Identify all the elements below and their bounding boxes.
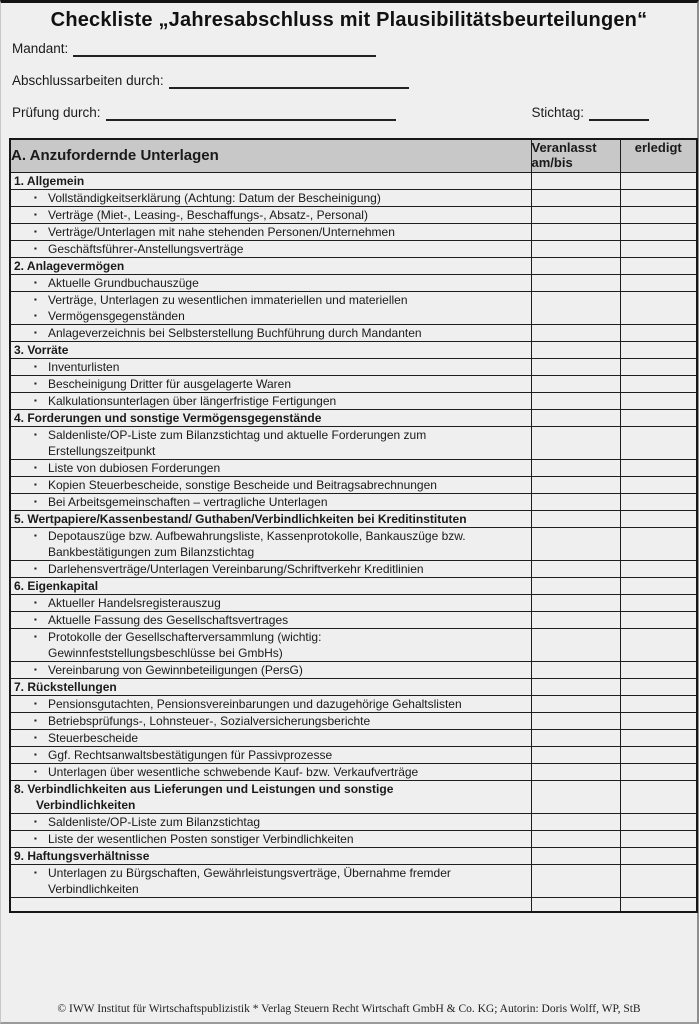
- item-text-cell: [10, 291, 531, 324]
- bullet-icon: ▪: [34, 395, 37, 405]
- erledigt-cell: [620, 560, 697, 577]
- veranlasst-cell: [531, 358, 620, 375]
- section-title-cell: [10, 257, 531, 274]
- item-text: Kalkulationsunterlagen über längerfristige Fertigungen: [48, 393, 337, 408]
- item-line: [11, 393, 531, 409]
- item-text-cell: [10, 763, 531, 780]
- item-line: [11, 477, 531, 493]
- item-text: Liste der wesentlichen Posten sonstiger Verbindlichkeiten: [48, 831, 354, 846]
- item-text-cell: [10, 897, 531, 912]
- veranlasst-cell: [531, 628, 620, 661]
- item-text-cell: [10, 527, 531, 560]
- item-line: [11, 241, 531, 257]
- section-header-row: [10, 341, 697, 358]
- checklist-item-row: [10, 493, 697, 510]
- item-text-cell: [10, 661, 531, 678]
- erledigt-cell: [620, 476, 697, 493]
- section-header-row: [10, 257, 697, 274]
- bullet-icon: ▪: [34, 378, 37, 388]
- erledigt-cell: [620, 527, 697, 560]
- item-line: [11, 460, 531, 476]
- erledigt-cell: [620, 847, 697, 864]
- veranlasst-label-line1: Veranlasst: [531, 140, 597, 155]
- bullet-icon: ▪: [34, 310, 37, 320]
- checklist-item-row: [10, 358, 697, 375]
- veranlasst-cell: [531, 476, 620, 493]
- copyright-footer: © IWW Institut für Wirtschaftspublizistik * Verlag Steuern Recht Wirtschaft GmbH & Co. KG; Autorin: Doris Wolff, WP, StB: [57, 1003, 641, 1015]
- veranlasst-cell: [531, 426, 620, 459]
- item-text: Verbindlichkeiten: [48, 881, 139, 896]
- item-text: Vollständigkeitserklärung (Achtung: Datum der Bescheinigung): [48, 190, 381, 205]
- erledigt-cell: [620, 172, 697, 189]
- section-header-row: [10, 847, 697, 864]
- erledigt-cell: [620, 611, 697, 628]
- stichtag-blank-line: [589, 104, 649, 121]
- checklist-item-row: [10, 594, 697, 611]
- bullet-icon: ▪: [34, 294, 37, 304]
- bullet-icon: ▪: [34, 614, 37, 624]
- section-title-cell: [10, 172, 531, 189]
- veranlasst-cell: [531, 257, 620, 274]
- veranlasst-cell: [531, 847, 620, 864]
- erledigt-cell: [620, 813, 697, 830]
- section-header-row: [10, 510, 697, 527]
- veranlasst-cell: [531, 695, 620, 712]
- empty-row: [10, 897, 697, 912]
- item-text: Vereinbarung von Gewinnbeteiligungen (PersG): [48, 662, 303, 677]
- item-text: Bankbestätigungen zum Bilanzstichtag: [48, 544, 255, 559]
- item-line: [11, 747, 531, 763]
- bullet-icon: ▪: [34, 732, 37, 742]
- checklist-item-row: [10, 560, 697, 577]
- checklist-item-row: [10, 712, 697, 729]
- item-text: Bei Arbeitsgemeinschaften – vertragliche Unterlagen: [48, 494, 328, 509]
- bullet-icon: ▪: [34, 766, 37, 776]
- mandant-label: Mandant:: [12, 41, 69, 56]
- checklist-item-row: [10, 324, 697, 341]
- erledigt-cell: [620, 830, 697, 847]
- veranlasst-cell: [531, 780, 620, 813]
- bullet-icon: ▪: [34, 698, 37, 708]
- item-line: [11, 662, 531, 678]
- bullet-icon: ▪: [34, 749, 37, 759]
- item-line: [11, 190, 531, 206]
- item-text: Aktueller Handelsregisterauszug: [48, 595, 221, 610]
- pruefung-blank-line: [106, 104, 396, 121]
- section-title: 2. Anlagevermögen: [14, 258, 125, 273]
- item-line: [11, 881, 531, 897]
- bullet-icon: ▪: [34, 277, 37, 287]
- checklist-item-row: [10, 695, 697, 712]
- bullet-icon: ▪: [34, 479, 37, 489]
- veranlasst-cell: [531, 493, 620, 510]
- veranlasst-cell: [531, 527, 620, 560]
- veranlasst-cell: [531, 459, 620, 476]
- item-text: Gewinnfeststellungsbeschlüsse bei GmbHs): [48, 645, 283, 660]
- veranlasst-cell: [531, 897, 620, 912]
- item-text: Pensionsgutachten, Pensionsvereinbarungen und dazugehörige Gehaltslisten: [48, 696, 462, 711]
- form-row-pruefung-stichtag: [12, 103, 690, 121]
- erledigt-cell: [620, 240, 697, 257]
- form-row-abschlussarbeiten: [12, 71, 409, 89]
- veranlasst-cell: [531, 712, 620, 729]
- item-text: Erstellungszeitpunkt: [48, 443, 156, 458]
- item-text: Betriebsprüfungs-, Lohnsteuer-, Sozialversicherungsberichte: [48, 713, 371, 728]
- checklist-item-row: [10, 763, 697, 780]
- item-line: [11, 308, 531, 324]
- item-text: Saldenliste/OP-Liste zum Bilanzstichtag: [48, 814, 261, 829]
- abschlussarbeiten-label: Abschlussarbeiten durch:: [12, 73, 164, 88]
- item-line: [11, 494, 531, 510]
- veranlasst-cell: [531, 813, 620, 830]
- section-title: 6. Eigenkapital: [14, 578, 99, 593]
- item-line: [11, 561, 531, 577]
- bullet-icon: ▪: [34, 226, 37, 236]
- item-text: Kopien Steuerbescheide, sonstige Bescheide und Beitragsabrechnungen: [48, 477, 437, 492]
- item-text-cell: [10, 746, 531, 763]
- erledigt-cell: [620, 780, 697, 813]
- item-text-cell: [10, 223, 531, 240]
- item-text: Unterlagen über wesentliche schwebende Kauf- bzw. Verkaufverträge: [48, 764, 419, 779]
- item-text: Depotauszüge bzw. Aufbewahrungsliste, Kassenprotokolle, Bankauszüge bzw.: [48, 528, 466, 543]
- bullet-icon: ▪: [34, 361, 37, 371]
- item-text-cell: [10, 864, 531, 897]
- item-line: [11, 275, 531, 291]
- item-text-cell: [10, 476, 531, 493]
- item-text: Steuerbescheide: [48, 730, 139, 745]
- bullet-icon: ▪: [34, 664, 37, 674]
- section-title: 7. Rückstellungen: [14, 679, 117, 694]
- checklist-item-row: [10, 729, 697, 746]
- item-text-cell: [10, 729, 531, 746]
- section-title-cell: [10, 510, 531, 527]
- item-text-cell: [10, 375, 531, 392]
- item-text: Geschäftsführer-Anstellungsverträge: [48, 241, 244, 256]
- section-title: Verbindlichkeiten: [36, 797, 136, 812]
- erledigt-cell: [620, 324, 697, 341]
- item-text-cell: [10, 712, 531, 729]
- veranlasst-cell: [531, 240, 620, 257]
- section-title-cell: [10, 341, 531, 358]
- item-text-cell: [10, 459, 531, 476]
- item-text: Aktuelle Fassung des Gesellschaftsvertrages: [48, 612, 289, 627]
- item-text-cell: [10, 813, 531, 830]
- veranlasst-cell: [531, 341, 620, 358]
- checklist-item-row: [10, 746, 697, 763]
- section-title-cell: [10, 409, 531, 426]
- erledigt-cell: [620, 577, 697, 594]
- erledigt-cell: [620, 274, 697, 291]
- item-line: [11, 713, 531, 729]
- item-text: Unterlagen zu Bürgschaften, Gewährleistungsverträge, Übernahme fremder: [48, 865, 451, 880]
- bullet-icon: ▪: [34, 243, 37, 253]
- item-line: [11, 207, 531, 223]
- section-title: 9. Haftungsverhältnisse: [14, 848, 150, 863]
- checklist-item-row: [10, 392, 697, 409]
- erledigt-cell: [620, 746, 697, 763]
- item-text: Vermögensgegenständen: [48, 308, 185, 323]
- veranlasst-cell: [531, 746, 620, 763]
- item-line: [11, 696, 531, 712]
- item-line: [11, 730, 531, 746]
- veranlasst-cell: [531, 223, 620, 240]
- erledigt-cell: [620, 678, 697, 695]
- erledigt-cell: [620, 409, 697, 426]
- table-header-main: A. Anzufordernde Unterlagen: [10, 139, 531, 172]
- checklist-item-row: [10, 661, 697, 678]
- item-text: Verträge (Miet-, Leasing-, Beschaffungs-, Absatz-, Personal): [48, 207, 368, 222]
- erledigt-cell: [620, 695, 697, 712]
- checklist-item-row: [10, 223, 697, 240]
- erledigt-cell: [620, 510, 697, 527]
- item-text-cell: [10, 240, 531, 257]
- erledigt-cell: [620, 763, 697, 780]
- item-line: [11, 595, 531, 611]
- item-line: [11, 645, 531, 661]
- bullet-icon: ▪: [34, 530, 37, 540]
- erledigt-cell: [620, 392, 697, 409]
- section-title: 4. Forderungen und sonstige Vermögensgegenstände: [14, 410, 322, 425]
- veranlasst-cell: [531, 830, 620, 847]
- item-line: [11, 528, 531, 544]
- checklist-item-row: [10, 628, 697, 661]
- veranlasst-cell: [531, 375, 620, 392]
- page-title: Checkliste „Jahresabschluss mit Plausibilitätsbeurteilungen“: [50, 9, 648, 31]
- checklist-item-row: [10, 375, 697, 392]
- form-row-mandant: [12, 39, 376, 57]
- veranlasst-cell: [531, 763, 620, 780]
- item-text-cell: [10, 611, 531, 628]
- section-title: 3. Vorräte: [14, 342, 69, 357]
- item-line: [11, 764, 531, 780]
- bullet-icon: ▪: [34, 597, 37, 607]
- erledigt-cell: [620, 257, 697, 274]
- bullet-icon: ▪: [34, 631, 37, 641]
- item-text: Inventurlisten: [48, 359, 120, 374]
- bullet-icon: ▪: [34, 867, 37, 877]
- veranlasst-cell: [531, 594, 620, 611]
- checklist-item-row: [10, 476, 697, 493]
- erledigt-cell: [620, 594, 697, 611]
- item-line: [11, 427, 531, 443]
- section-header-row: [10, 678, 697, 695]
- item-text-cell: [10, 189, 531, 206]
- table-header-veranlasst: [531, 139, 620, 172]
- section-header-row: [10, 780, 697, 813]
- section-title-cell: [10, 847, 531, 864]
- veranlasst-cell: [531, 510, 620, 527]
- item-text-cell: [10, 274, 531, 291]
- erledigt-cell: [620, 897, 697, 912]
- item-text-cell: [10, 560, 531, 577]
- table-header-erledigt: erledigt: [620, 139, 697, 172]
- item-text: Protokolle der Gesellschafterversammlung (wichtig:: [48, 629, 322, 644]
- item-line: [11, 814, 531, 830]
- item-line: [11, 544, 531, 560]
- item-text: Anlageverzeichnis bei Selbsterstellung Buchführung durch Mandanten: [48, 325, 422, 340]
- veranlasst-cell: [531, 577, 620, 594]
- erledigt-cell: [620, 459, 697, 476]
- item-text-cell: [10, 628, 531, 661]
- checklist-item-row: [10, 864, 697, 897]
- checklist-item-row: [10, 830, 697, 847]
- veranlasst-cell: [531, 409, 620, 426]
- veranlasst-cell: [531, 392, 620, 409]
- checklist-item-row: [10, 611, 697, 628]
- item-text: Darlehensverträge/Unterlagen Vereinbarung/Schriftverkehr Kreditlinien: [48, 561, 424, 576]
- erledigt-cell: [620, 341, 697, 358]
- section-title-cell: [10, 577, 531, 594]
- item-text: Ggf. Rechtsanwaltsbestätigungen für Passivprozesse: [48, 747, 333, 762]
- veranlasst-cell: [531, 206, 620, 223]
- bullet-icon: ▪: [34, 816, 37, 826]
- abschlussarbeiten-blank-line: [169, 72, 409, 89]
- item-text-cell: [10, 358, 531, 375]
- bullet-icon: ▪: [34, 209, 37, 219]
- item-text: Bescheinigung Dritter für ausgelagerte Waren: [48, 376, 292, 391]
- section-header-row: [10, 172, 697, 189]
- erledigt-cell: [620, 358, 697, 375]
- erledigt-cell: [620, 189, 697, 206]
- checklist-item-row: [10, 813, 697, 830]
- checklist-item-row: [10, 527, 697, 560]
- veranlasst-cell: [531, 172, 620, 189]
- bullet-icon: ▪: [34, 462, 37, 472]
- checklist-item-row: [10, 459, 697, 476]
- checklist-item-row: [10, 240, 697, 257]
- bullet-icon: ▪: [34, 715, 37, 725]
- item-text: Aktuelle Grundbuchauszüge: [48, 275, 199, 290]
- item-text: Saldenliste/OP-Liste zum Bilanzstichtag und aktuelle Forderungen zum: [48, 427, 427, 442]
- table-header-row: [10, 139, 697, 172]
- item-line: [11, 292, 531, 308]
- erledigt-cell: [620, 223, 697, 240]
- item-text-cell: [10, 830, 531, 847]
- item-line: [11, 443, 531, 459]
- item-text-cell: [10, 493, 531, 510]
- erledigt-cell: [620, 729, 697, 746]
- veranlasst-cell: [531, 611, 620, 628]
- bullet-icon: ▪: [34, 833, 37, 843]
- item-text-cell: [10, 206, 531, 223]
- section-title-cell: [10, 780, 531, 813]
- veranlasst-cell: [531, 678, 620, 695]
- veranlasst-label-line2: am/bis: [531, 155, 573, 170]
- erledigt-cell: [620, 426, 697, 459]
- checklist-item-row: [10, 291, 697, 324]
- item-line: [11, 325, 531, 341]
- section-title-cell: [10, 678, 531, 695]
- section-header-row: [10, 577, 697, 594]
- item-text-cell: [10, 594, 531, 611]
- erledigt-cell: [620, 375, 697, 392]
- erledigt-cell: [620, 864, 697, 897]
- section-title: 1. Allgemein: [14, 173, 85, 188]
- section-title: 5. Wertpapiere/Kassenbestand/ Guthaben/Verbindlichkeiten bei Kreditinstituten: [14, 511, 467, 526]
- item-text-cell: [10, 324, 531, 341]
- section-header-row: [10, 409, 697, 426]
- item-text: Verträge/Unterlagen mit nahe stehenden Personen/Unternehmen: [48, 224, 395, 239]
- bullet-icon: ▪: [34, 327, 37, 337]
- bullet-icon: ▪: [34, 563, 37, 573]
- stichtag-label: Stichtag:: [531, 105, 584, 120]
- item-line: [11, 831, 531, 847]
- bullet-icon: ▪: [34, 496, 37, 506]
- checklist-item-row: [10, 189, 697, 206]
- checklist-item-row: [10, 206, 697, 223]
- item-line: [11, 359, 531, 375]
- bullet-icon: ▪: [34, 429, 37, 439]
- veranlasst-cell: [531, 324, 620, 341]
- veranlasst-cell: [531, 274, 620, 291]
- item-text-cell: [10, 392, 531, 409]
- checklist-item-row: [10, 426, 697, 459]
- section-title: 8. Verbindlichkeiten aus Lieferungen und Leistungen und sonstige: [14, 781, 394, 796]
- checklist-table: [9, 138, 698, 913]
- erledigt-cell: [620, 493, 697, 510]
- item-line: [11, 865, 531, 881]
- veranlasst-cell: [531, 189, 620, 206]
- veranlasst-cell: [531, 291, 620, 324]
- item-line: [11, 376, 531, 392]
- item-text: Liste von dubiosen Forderungen: [48, 460, 221, 475]
- erledigt-cell: [620, 661, 697, 678]
- checklist-item-row: [10, 274, 697, 291]
- erledigt-cell: [620, 628, 697, 661]
- erledigt-cell: [620, 712, 697, 729]
- item-line: [11, 224, 531, 240]
- item-line: [11, 629, 531, 645]
- erledigt-cell: [620, 291, 697, 324]
- veranlasst-cell: [531, 661, 620, 678]
- erledigt-cell: [620, 206, 697, 223]
- mandant-blank-line: [73, 40, 376, 57]
- item-text-cell: [10, 426, 531, 459]
- bullet-icon: ▪: [34, 192, 37, 202]
- pruefung-label: Prüfung durch:: [12, 105, 101, 120]
- veranlasst-cell: [531, 864, 620, 897]
- veranlasst-cell: [531, 729, 620, 746]
- item-text: Verträge, Unterlagen zu wesentlichen immateriellen und materiellen: [48, 292, 408, 307]
- item-text-cell: [10, 695, 531, 712]
- item-line: [11, 612, 531, 628]
- veranlasst-cell: [531, 560, 620, 577]
